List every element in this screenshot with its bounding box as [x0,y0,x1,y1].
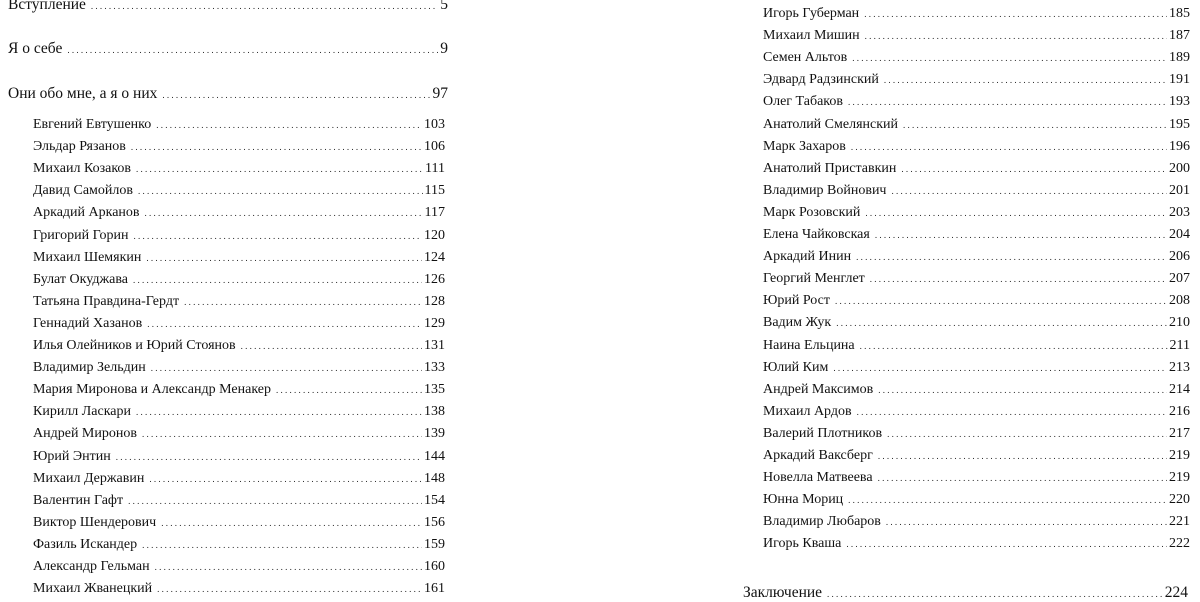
toc-leader-dots [149,471,422,487]
toc-entry[interactable] [763,28,1190,44]
toc-entry[interactable] [33,161,445,177]
toc-entry[interactable] [763,139,1190,155]
toc-entry[interactable] [33,404,445,420]
toc-entry[interactable] [763,293,1190,309]
toc-entry-page: 117 [424,205,445,221]
toc-leader-dots [856,249,1167,265]
toc-entry-page: 224 [1164,584,1188,601]
toc-entry-page: 106 [424,139,445,155]
toc-leader-dots [852,50,1167,66]
toc-entry-page: 133 [424,360,445,376]
toc-entry-page: 187 [1169,28,1190,44]
toc-leader-dots [142,426,422,442]
toc-leader-dots [67,40,438,58]
toc-entry-title: Илья Олейников и Юрий Стоянов [33,338,236,353]
toc-entry-title: Эдвард Радзинский [763,72,879,88]
toc-leader-dots [865,205,1167,221]
toc-entry-page: 219 [1169,470,1190,486]
toc-entry[interactable] [763,382,1190,398]
toc-entry-page: 219 [1169,448,1190,463]
toc-entry-title: Георгий Менглет [763,271,865,287]
toc-entry-page: 160 [424,559,445,574]
toc-leader-dots [886,514,1167,530]
toc-entry[interactable] [33,272,445,288]
toc-entry-title: Булат Окуджава [33,271,129,287]
toc-entry-title: Геннадий Хазанов [33,315,143,331]
toc-leader-dots [878,470,1167,486]
toc-entry-page: 222 [1169,536,1190,552]
toc-entry[interactable] [763,249,1190,265]
toc-entry[interactable] [763,536,1190,552]
toc-entry[interactable] [33,493,445,509]
toc-leader-dots [116,449,422,465]
toc-entry-title: Марк Розовский [763,204,861,220]
toc-entry-page: 203 [1169,204,1190,220]
toc-entry[interactable] [763,161,1190,177]
toc-entry-title: Андрей Миронов [33,426,137,442]
toc-entry-page: 154 [424,492,445,508]
toc-entry-page: 195 [1169,116,1190,132]
toc-entry-page: 129 [424,315,445,331]
toc-entry-title: Наина Ельцина [763,337,855,353]
toc-leader-dots [128,493,422,509]
toc-entry[interactable] [763,514,1190,530]
toc-leader-dots [91,0,438,14]
toc-leader-dots [835,293,1167,309]
toc-entry-top[interactable] [743,584,1188,602]
toc-entry-page: 217 [1169,425,1190,441]
toc-entry-title: Аркадий Арканов [33,205,140,221]
toc-entry-page: 204 [1169,227,1190,242]
toc-leader-dots [827,584,1163,602]
toc-leader-dots [870,271,1167,287]
toc-entry[interactable] [763,271,1190,287]
toc-entry[interactable] [33,316,445,332]
toc-entry-title: Михаил Державин [33,470,145,486]
toc-entry-title: Юнна Мориц [763,492,844,508]
toc-entry-page: 201 [1169,182,1190,198]
toc-entry[interactable] [763,315,1190,331]
toc-entry[interactable] [33,228,445,244]
toc-entry[interactable] [763,183,1190,199]
toc-entry[interactable] [33,294,445,310]
toc-leader-dots [162,85,430,103]
toc-entry[interactable] [33,205,445,221]
toc-entry[interactable] [763,470,1190,486]
toc-entry-title: Виктор Шендерович [33,514,157,530]
toc-entry[interactable] [33,382,445,398]
toc-leader-dots [133,272,422,288]
toc-entry-page: 139 [424,426,445,442]
toc-leader-dots [878,448,1167,464]
toc-entry-page: 221 [1169,514,1190,530]
toc-entry-page: 156 [424,514,445,530]
toc-entry-title: Анатолий Смелянский [763,116,899,132]
toc-entry-page: 5 [440,0,448,13]
toc-entry-title: Вадим Жук [763,315,832,331]
toc-entry[interactable] [33,183,445,199]
toc-entry-title: Михаил Мишин [763,28,860,44]
toc-entry-title: Фазиль Искандер [33,536,138,552]
toc-entry-title: Аркадий Ваксберг [763,448,873,463]
toc-leader-dots [136,404,422,420]
toc-entry[interactable] [763,426,1190,442]
toc-entry-title: Кирилл Ласкари [33,404,132,420]
toc-entry[interactable] [763,338,1190,354]
toc-entry[interactable] [763,117,1190,133]
toc-leader-dots [857,404,1167,420]
toc-entry-title: Юрий Рост [763,293,830,309]
toc-entry-page: 207 [1169,271,1190,287]
toc-entry[interactable] [763,227,1190,243]
toc-entry-title: Владимир Войнович [763,182,887,198]
toc-entry-title: Михаил Жванецкий [33,581,153,597]
toc-entry-title: Аркадий Инин [763,249,852,265]
toc-entry[interactable] [33,471,445,487]
toc-entry-title: Юрий Энтин [33,448,111,464]
toc-entry[interactable] [763,448,1190,464]
toc-leader-dots [851,139,1167,155]
toc-entry-page: 196 [1169,138,1190,154]
toc-leader-dots [901,161,1167,177]
toc-leader-dots [878,382,1167,398]
toc-entry-page: 135 [424,382,445,398]
toc-entry[interactable] [33,537,445,553]
toc-leader-dots [864,6,1167,22]
toc-entry-page: 213 [1169,359,1190,375]
toc-leader-dots [875,227,1167,243]
toc-leader-dots [836,315,1167,331]
toc-leader-dots [146,250,422,266]
toc-entry-page: 97 [432,85,448,102]
toc-leader-dots [903,117,1167,133]
toc-entry-title: Анатолий Приставкин [763,160,897,176]
toc-entry-title: Новелла Матвеева [763,470,873,486]
toc-entry-top[interactable] [8,40,448,58]
toc-entry-page: 126 [424,271,445,287]
toc-leader-dots [887,426,1167,442]
toc-entry[interactable] [763,205,1190,221]
toc-leader-dots [147,316,422,332]
toc-entry-title: Валентин Гафт [33,492,124,508]
toc-entry[interactable] [33,515,445,531]
toc-entry-page: 193 [1169,94,1190,110]
toc-entry-page: 128 [424,293,445,309]
toc-entry-title: Михаил Ардов [763,403,852,419]
toc-entry[interactable] [33,117,445,133]
toc-entry-page: 159 [424,536,445,552]
toc-leader-dots [891,183,1167,199]
toc-leader-dots [138,183,423,199]
toc-leader-dots [833,360,1167,376]
toc-entry-title: Владимир Зельдин [33,360,146,376]
toc-entry[interactable] [33,338,445,354]
toc-entry-title: Семен Альтов [763,50,848,66]
toc-leader-dots [860,338,1168,354]
toc-leader-dots [131,139,422,155]
toc-entry-title: Они обо мне, а я о них [8,85,158,102]
toc-leader-dots [156,117,422,133]
toc-entry[interactable] [33,581,445,597]
toc-entry-title: Игорь Губерман [763,6,860,21]
toc-entry[interactable] [763,492,1190,508]
toc-entry-title: Юлий Ким [763,359,829,375]
toc-leader-dots [276,382,422,398]
toc-leader-dots [848,492,1167,508]
toc-leader-dots [133,228,422,244]
toc-leader-dots [157,581,422,597]
toc-entry[interactable] [763,6,1190,22]
toc-entry-page: 220 [1169,492,1190,508]
toc-entry-title: Марк Захаров [763,138,846,154]
toc-entry-page: 206 [1169,249,1190,265]
toc-entry-title: Александр Гельман [33,559,150,574]
toc-entry-top[interactable] [8,0,448,14]
toc-entry[interactable] [763,360,1190,376]
toc-entry-title: Давид Самойлов [33,183,133,199]
toc-leader-dots [136,161,423,177]
toc-entry-page: 208 [1169,293,1190,309]
toc-leader-dots [865,28,1167,44]
toc-entry-page: 138 [424,404,445,420]
toc-entry[interactable] [33,559,445,575]
toc-entry-page: 148 [424,470,445,486]
toc-entry[interactable] [33,250,445,266]
toc-entry-page: 185 [1169,6,1190,21]
toc-leader-dots [241,338,422,354]
toc-entry-page: 210 [1169,315,1190,331]
toc-leader-dots [848,94,1167,110]
toc-entry-title: Эльдар Рязанов [33,139,126,155]
toc-leader-dots [151,360,422,376]
toc-entry[interactable] [763,404,1190,420]
toc-entry[interactable] [33,139,445,155]
toc-entry[interactable] [763,50,1190,66]
toc-entry-title: Григорий Горин [33,227,129,243]
toc-entry-page: 144 [424,448,445,464]
toc-entry-title: Елена Чайковская [763,227,870,242]
toc-leader-dots [145,205,423,221]
toc-entry-title: Евгений Евтушенко [33,117,152,132]
toc-entry-page: 211 [1169,337,1190,353]
toc-entry-title: Михаил Козаков [33,161,132,177]
toc-entry-title: Мария Миронова и Александр Менакер [33,382,271,398]
toc-entry[interactable] [33,360,445,376]
toc-entry-page: 200 [1169,160,1190,176]
toc-entry-page: 214 [1169,381,1190,397]
toc-entry-page: 216 [1169,403,1190,419]
toc-entry-title: Михаил Шемякин [33,249,142,265]
toc-entry-title: Владимир Любаров [763,514,881,530]
toc-entry[interactable] [763,72,1190,88]
toc-entry[interactable] [33,426,445,442]
toc-entry-page: 120 [424,227,445,243]
toc-entry-page: 189 [1169,50,1190,66]
toc-entry[interactable] [763,94,1190,110]
toc-entry-title: Заключение [743,584,823,601]
toc-leader-dots [161,515,422,531]
toc-leader-dots [142,537,422,553]
toc-entry[interactable] [33,449,445,465]
toc-entry-title: Вступление [8,0,86,13]
toc-entry-title: Андрей Максимов [763,381,874,397]
toc-entry-title: Игорь Кваша [763,536,842,552]
toc-entry-page: 161 [424,581,445,597]
toc-leader-dots [155,559,422,575]
toc-entry-title: Я о себе [8,40,63,57]
toc-entry-page: 103 [424,117,445,132]
toc-entry-title: Валерий Плотников [763,425,883,441]
toc-entry-title: Татьяна Правдина-Гердт [33,293,180,309]
toc-entry-page: 111 [425,161,445,177]
toc-entry-page: 115 [424,183,445,199]
toc-entry-page: 124 [424,249,445,265]
toc-entry-title: Олег Табаков [763,94,844,110]
toc-entry-page: 131 [424,338,445,353]
toc-entry-page: 191 [1169,72,1190,88]
toc-entry-page: 9 [440,40,448,57]
toc-leader-dots [884,72,1167,88]
toc-entry-top[interactable] [8,85,448,103]
toc-leader-dots [184,294,422,310]
toc-leader-dots [846,536,1167,552]
